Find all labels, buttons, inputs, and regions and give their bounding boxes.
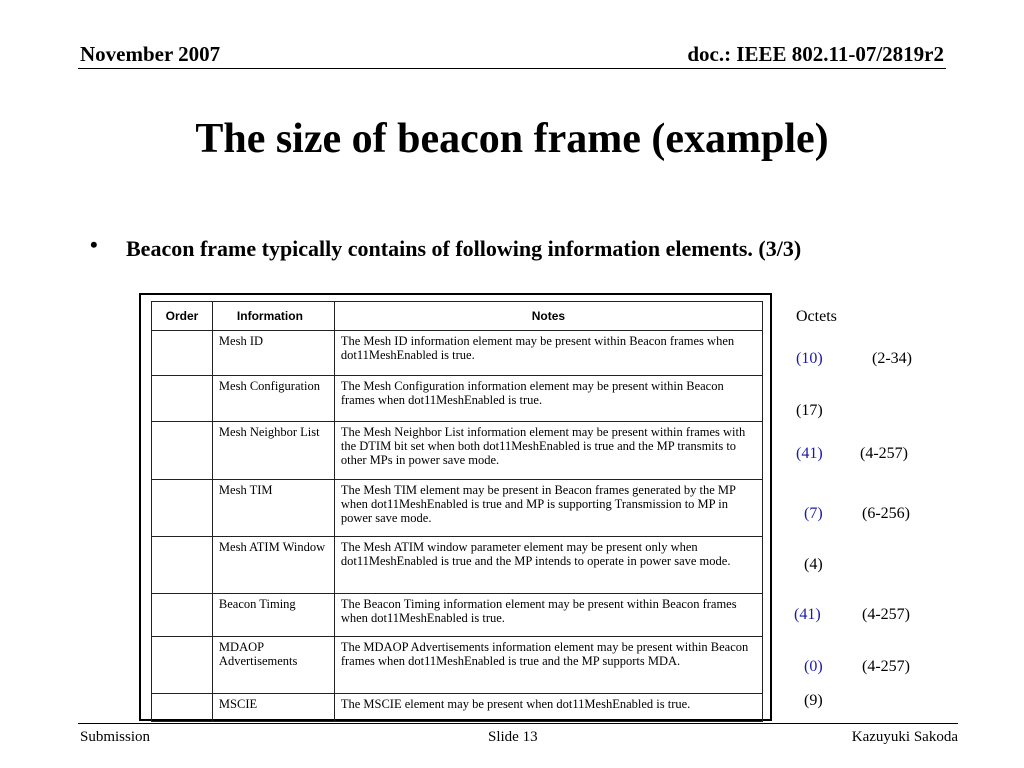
notes-cell: The Mesh Neighbor List information element may be present within frames with the DTIM bit set when both dot11MeshEnabled is true and the MP transmits to other MPs in power save mode. [334,422,762,480]
information-elements-table [151,301,763,722]
information-cell: Mesh Configuration [212,376,334,422]
octets-range: (6-256) [862,505,910,522]
notes-cell: The MDAOP Advertisements information element may be present within Beacon frames when dot11MeshEnabled is true and the MP supports MDA. [334,637,762,694]
octets-value: (10) [796,350,823,367]
order-cell [152,694,213,722]
table-row [152,637,763,694]
bullet-text: Beacon frame typically contains of following information elements. (3/3) [126,236,802,261]
footer-slide-number: Slide 13 [488,729,538,745]
notes-cell: The Mesh ATIM window parameter element may be present only when dot11MeshEnabled is true and the MP intends to operate in power save mode. [334,537,762,594]
header-divider [78,68,946,69]
header-doc-id: doc.: IEEE 802.11-07/2819r2 [687,42,944,66]
table-row [152,594,763,637]
information-cell: MSCIE [212,694,334,722]
order-cell [152,376,213,422]
table-header-order: Order [152,302,213,331]
notes-cell: The Mesh TIM element may be present in Beacon frames generated by the MP when dot11MeshEnabled is true and MP is supporting Transmission to MP in power save mode. [334,480,762,537]
octets-value: (4) [804,556,823,573]
octets-range: (4-257) [862,606,910,623]
octets-value: (41) [794,606,821,623]
footer-author: Kazuyuki Sakoda [851,729,958,745]
order-cell [152,537,213,594]
footer-submission: Submission [80,729,151,745]
information-cell: Mesh Neighbor List [212,422,334,480]
table-row [152,694,763,722]
bullet-marker: • [90,232,98,257]
information-cell: MDAOP Advertisements [212,637,334,694]
octets-value: (0) [804,658,823,675]
table-row [152,422,763,480]
notes-cell: The MSCIE element may be present when dot11MeshEnabled is true. [334,694,762,722]
octets-value: (41) [796,445,823,462]
table-row [152,480,763,537]
order-cell [152,331,213,376]
table-row [152,376,763,422]
table-header-information: Information [212,302,334,331]
octets-range: (2-34) [872,350,912,367]
octets-range: (4-257) [862,658,910,675]
information-cell: Mesh ID [212,331,334,376]
order-cell [152,637,213,694]
order-cell [152,594,213,637]
octets-range: (4-257) [860,445,908,462]
octets-label: Octets [796,308,837,325]
information-elements-table-frame [139,293,772,721]
footer-divider [78,723,958,724]
information-cell: Beacon Timing [212,594,334,637]
octets-value: (9) [804,692,823,709]
octets-value: (17) [796,402,823,419]
notes-cell: The Mesh Configuration information element may be present within Beacon frames when dot11MeshEnabled is true. [334,376,762,422]
information-cell: Mesh TIM [212,480,334,537]
header-date: November 2007 [80,42,221,66]
table-row [152,537,763,594]
order-cell [152,422,213,480]
slide-title: The size of beacon frame (example) [195,116,829,162]
octets-value: (7) [804,505,823,522]
table-header-row [152,302,763,331]
table-header-notes: Notes [334,302,762,331]
information-cell: Mesh ATIM Window [212,537,334,594]
notes-cell: The Beacon Timing information element may be present within Beacon frames when dot11MeshEnabled is true. [334,594,762,637]
notes-cell: The Mesh ID information element may be present within Beacon frames when dot11MeshEnabled is true. [334,331,762,376]
table-row [152,331,763,376]
order-cell [152,480,213,537]
